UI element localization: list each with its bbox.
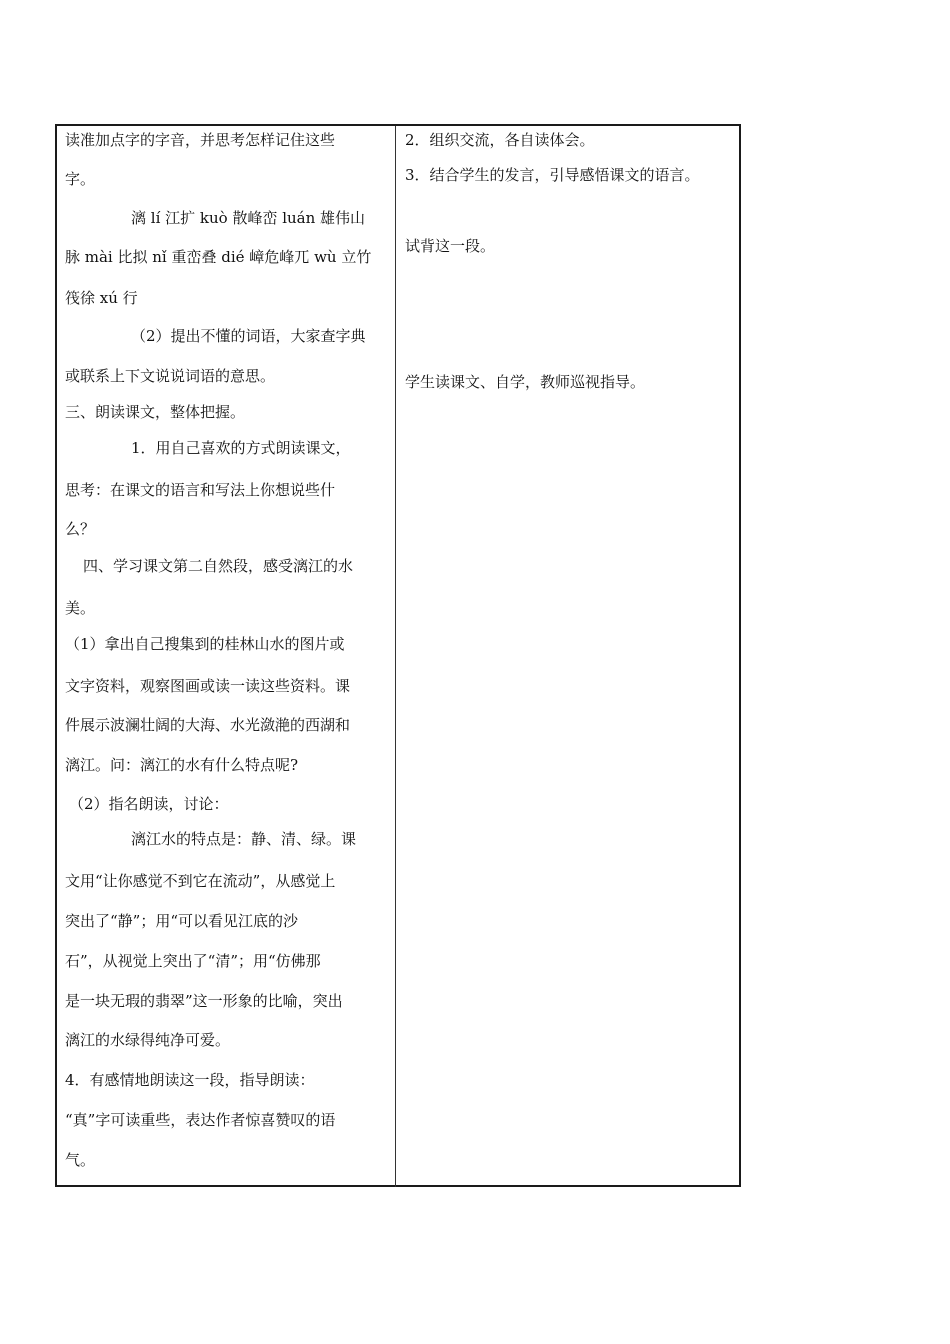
text-line: 3．结合学生的发言，引导感悟课文的语言。 (405, 166, 700, 184)
text-line: 三、朗读课文，整体把握。 (65, 403, 246, 421)
text-line: 石”，从视觉上突出了“清”；用“仿佛那 (65, 952, 321, 970)
text-line: 试背这一段。 (405, 237, 496, 255)
column-divider (395, 126, 396, 1187)
text-line: 件展示波澜壮阔的大海、水光潋滟的西湖和 (65, 716, 351, 734)
text-line: 是一块无瑕的翡翠”这一形象的比喻，突出 (65, 992, 343, 1010)
text-line: “真”字可读重些，表达作者惊喜赞叹的语 (65, 1111, 336, 1129)
text-line: 或联系上下文说说词语的意思。 (65, 367, 276, 385)
text-line: 思考：在课文的语言和写法上你想说些什 (65, 481, 336, 499)
text-line: 漓 lí 江扩 kuò 散峰峦 luán 雄伟山 (131, 209, 366, 227)
text-line: 突出了“静”；用“可以看见江底的沙 (65, 912, 299, 930)
text-line: 筏徐 xú 行 (65, 289, 138, 307)
text-line: （2）提出不懂的词语，大家查字典 (131, 327, 366, 345)
text-line: 读准加点字的字音，并思考怎样记住这些 (65, 131, 336, 149)
text-line: 么？ (65, 520, 96, 538)
text-line: 四、学习课文第二自然段，感受漓江的水 (83, 557, 354, 575)
text-line: 漓江。问：漓江的水有什么特点呢? (65, 756, 299, 774)
text-line: 文字资料，观察图画或读一读这些资料。课 (65, 677, 351, 695)
text-line: （1）拿出自己搜集到的桂林山水的图片或 (65, 635, 345, 653)
text-line: 漓江水的特点是：静、清、绿。课 (131, 830, 357, 848)
text-line: 气。 (65, 1151, 96, 1169)
text-line: 1．用自己喜欢的方式朗读课文， (131, 439, 351, 457)
text-line: 学生读课文、自学，教师巡视指导。 (405, 373, 646, 391)
text-line: （2）指名朗读，讨论： (69, 795, 229, 813)
text-line: 4．有感情地朗读这一段，指导朗读： (65, 1071, 315, 1089)
text-line: 美。 (65, 599, 96, 617)
text-line: 脉 mài 比拟 nǐ 重峦叠 dié 嶂危峰兀 wù 立竹 (65, 248, 372, 266)
text-line: 漓江的水绿得纯净可爱。 (65, 1031, 231, 1049)
text-line: 2．组织交流，各自读体会。 (405, 131, 595, 149)
text-line: 字。 (65, 170, 96, 188)
lesson-plan-table (55, 124, 741, 1187)
text-line: 文用“让你感觉不到它在流动”，从感觉上 (65, 872, 336, 890)
